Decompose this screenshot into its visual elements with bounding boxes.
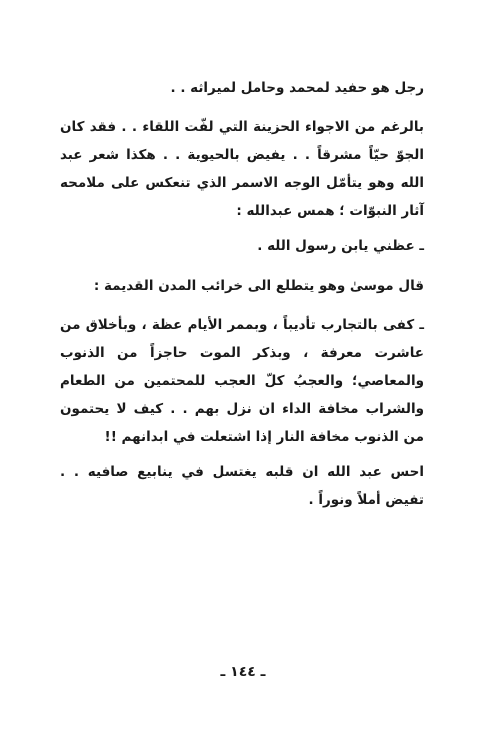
paragraph-4: قال موسىٰ وهو يتطلع الى خرائب المدن القديمة :: [93, 278, 424, 294]
paragraph-2: بالرغم من الاجواء الحزينة التي لفّت اللقاء . . فقد كان الجوّ حيّاً مشرقاً . . يفيض بالحيوية . . هكذا شعر عبد الله وهو يتأمّل الوجه الاسمر الذي تنعكس على ملامحه آثار النبوّات ؛ همس عبدالله :: [60, 119, 424, 219]
paragraph-5: ـ كفى بالتجارب تأديباً ، وبممر الأيام عظة ، وبأخلاق من عاشرت معرفة ، وبذكر الموت حاجزاً من الذنوب والمعاصي؛ والعجبُ كلّ العجب للمحتمين من الطعام والشراب مخافة الداء ان نزل بهم . . كيف لا يحتمون من الذنوب مخافة النار إذا اشتعلت في ابدانهم !!: [60, 317, 424, 445]
paragraph-3: ـ عظني يابن رسول الله .: [257, 238, 424, 254]
paragraph-1: رجل هو حفيد لمحمد وحامل لميراثه . .: [170, 80, 424, 96]
paragraph-6: احس عبد الله ان قلبه يغتسل في ينابيع صافيه . . تفيض أملاً ونوراً .: [60, 464, 424, 508]
page-number: ـ ١٤٤ ـ: [220, 664, 266, 680]
